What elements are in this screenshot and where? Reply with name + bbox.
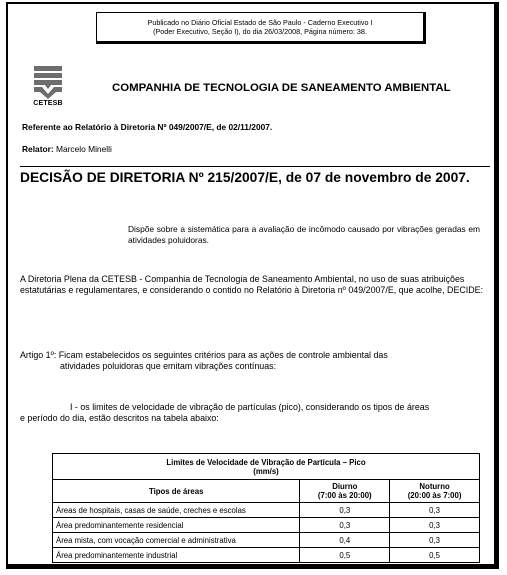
relator-line — [22, 144, 112, 154]
article-1-line-2: atividades poluidoras que emitam vibrações contínuas: — [60, 361, 277, 371]
cetesb-logo-icon — [28, 64, 68, 100]
report-reference — [22, 122, 272, 132]
cell-diurno: 0,3 — [300, 503, 390, 518]
table-title — [53, 454, 480, 480]
article-1 — [20, 350, 492, 372]
table-title-line-2: (mm/s) — [253, 467, 279, 476]
cell-area: Área predominantemente industrial — [53, 548, 300, 563]
cell-noturno: 0,3 — [390, 533, 480, 548]
relator-label: Relator: — [22, 144, 54, 154]
table-row — [53, 503, 480, 518]
cell-noturno: 0,3 — [390, 518, 480, 533]
preamble-paragraph: A Diretoria Plena da CETESB - Companhia de Tecnologia de Saneamento Ambiental, no uso de suas atribuições estatutárias e regulamentares, e considerando o contido no Relatório à Diretoria nº 049/2007/E, que acolhe, DECIDE: — [20, 274, 484, 295]
article-1-line-1: Artigo 1º: Ficam estabelecidos os seguintes critérios para as ações de controle ambiental das — [20, 350, 388, 360]
cell-area: Área predominantemente residencial — [53, 518, 300, 533]
table-title-line-1: Limites de Velocidade de Vibração de Partícula – Pico — [166, 458, 366, 467]
cell-noturno: 0,5 — [390, 548, 480, 563]
header-diurno-line-2: (7:00 às 20:00) — [317, 491, 372, 500]
item-i-line-1: I - os limites de velocidade de vibração de partículas (pico), considerando os tipos de áreas — [70, 402, 430, 412]
vibration-limits-table — [52, 453, 480, 563]
relator-name: Marcelo Minelli — [55, 144, 112, 154]
table-title-row — [53, 454, 480, 480]
cell-noturno: 0,3 — [390, 503, 480, 518]
cell-diurno: 0,5 — [300, 548, 390, 563]
logo-text: CETESB — [33, 100, 63, 107]
decision-title: DECISÃO DE DIRETORIA Nº 215/2007/E, de 07 de novembro de 2007. — [20, 170, 470, 185]
item-i-line-2: e período do dia, estão descritos na tabela abaixo: — [20, 413, 219, 423]
table-header-row — [53, 480, 480, 503]
header-noturno-line-2: (20:00 às 7:00) — [407, 491, 462, 500]
company-name: COMPANHIA DE TECNOLOGIA DE SANEAMENTO AMBIENTAL — [112, 82, 451, 94]
item-i — [20, 402, 492, 424]
cell-diurno: 0,4 — [300, 533, 390, 548]
header-noturno-line-1: Noturno — [419, 482, 450, 491]
report-reference-text: Referente ao Relatório à Diretoria Nº 049/2007/E, de 02/11/2007. — [22, 122, 273, 132]
cell-diurno: 0,3 — [300, 518, 390, 533]
cell-area: Área mista, com vocação comercial e administrativa — [53, 533, 300, 548]
cell-area: Áreas de hospitais, casas de saúde, creches e escolas — [53, 503, 300, 518]
title-divider — [20, 166, 490, 167]
publication-line-1: Publicado no Diário Oficial Estado de São Paulo - Caderno Executivo I — [147, 18, 373, 27]
header-area-type: Tipos de áreas — [53, 480, 300, 503]
header-diurno — [300, 480, 390, 503]
header-noturno — [390, 480, 480, 503]
cetesb-logo — [28, 64, 68, 112]
publication-line-2: (Poder Executivo, Seção I), do dia 26/03/2008, Página número: 38. — [153, 27, 367, 36]
header-diurno-line-1: Diurno — [332, 482, 358, 491]
table-row — [53, 533, 480, 548]
table-row — [53, 518, 480, 533]
publication-notice — [96, 12, 426, 44]
table-row — [53, 548, 480, 563]
document-page — [6, 2, 499, 569]
decision-summary: Dispõe sobre a sistemática para a avaliação de incômodo causado por vibrações geradas em atividades poluidoras. — [128, 224, 480, 245]
